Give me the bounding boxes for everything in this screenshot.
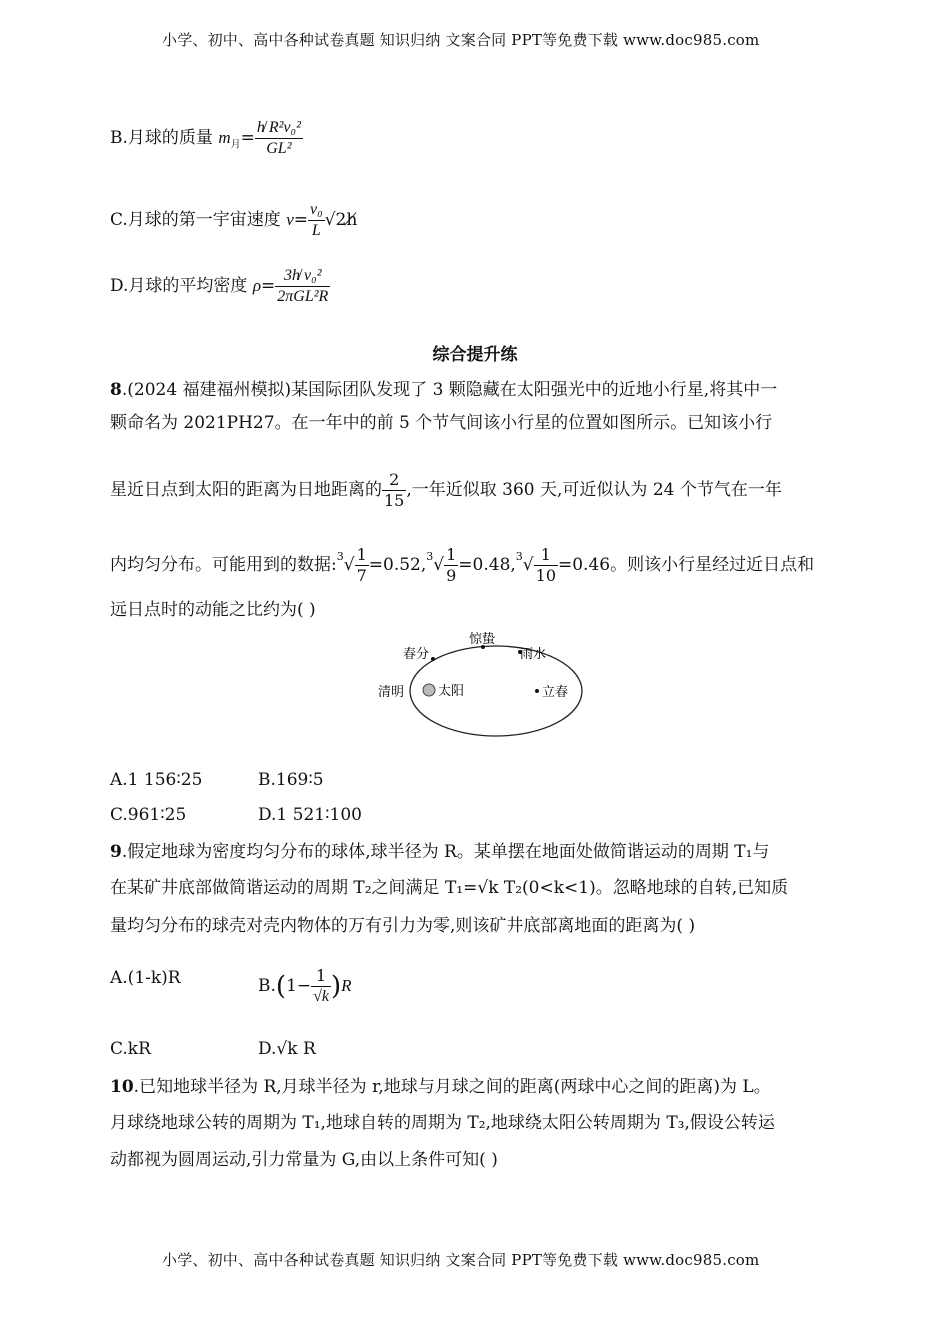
q8-line-4: 内均匀分布。可能用到的数据:$^3$√ $\frac{1}{7}$ =0.52,$^3$√ $\frac{1}{9}$ =0.48,$^3$√ $\frac{1}{10}$ =0.46。则该小行星经过近日点和: [110, 545, 815, 585]
q7-b-fraction: $\frac{\text{h̸ R²v₀²}}{\text{GL²}}$: [256, 119, 301, 157]
q10-line-3: 动都视为圆周运动,引力常量为 G,由以上条件可知( ): [110, 1150, 498, 1170]
q8-option-d: D.1 521∶100: [258, 805, 362, 825]
orbit-diagram: [370, 628, 590, 740]
q7-option-d: D.月球的平均密度 ρ= $\frac{\text{3h̸ v₀²}}{\text{2πGL²R}}$: [110, 267, 329, 305]
q9-line-3: 量均匀分布的球壳对壳内物体的万有引力为零,则该矿井底部离地面的距离为( ): [110, 916, 696, 936]
q8-line-3: 星近日点到太阳的距离为日地距离的 $\frac{2}{15}$ ,一年近似取 360 天,可近似认为 24 个节气在一年: [110, 470, 782, 510]
q9-line-2: 在某矿井底部做简谐运动的周期 T₂之间满足 T₁=√k T₂(0<k<1)。忽略地球的自转,已知质: [110, 878, 789, 898]
q8-root-1: $\frac{1}{7}$: [356, 545, 367, 585]
label-qingming: 清明: [378, 685, 405, 700]
q8-option-a: A.1 156∶25: [110, 770, 203, 790]
q9-line-1: 9.假定地球为密度均匀分布的球体,球半径为 R。某单摆在地面处做简谐运动的周期 T₁与: [110, 842, 770, 862]
page-footer: 小学、初中、高中各种试卷真题 知识归纳 文案合同 PPT等免费下载 www.doc985.com: [162, 1251, 760, 1269]
label-jingzhe: 惊蛰: [469, 632, 496, 647]
q8-line-2: 颗命名为 2021PH27。在一年中的前 5 个节气间该小行星的位置如图所示。已知该小行: [110, 413, 773, 433]
q8-root-3: $\frac{1}{10}$: [535, 545, 556, 585]
q9-b-fraction: $\frac{1}{√k}$: [313, 966, 330, 1005]
q10-line-1: 10.已知地球半径为 R,月球半径为 r,地球与月球之间的距离(两球中心之间的距离)为 L。: [110, 1077, 771, 1097]
q8-root-2: $\frac{1}{9}$: [446, 545, 457, 585]
q9-option-b: B.(1− $\frac{1}{√k}$ )R: [258, 966, 352, 1005]
page-header: 小学、初中、高中各种试卷真题 知识归纳 文案合同 PPT等免费下载 www.doc985.com: [162, 31, 760, 49]
point-lichun: [535, 689, 539, 693]
q7-option-b: B.月球的质量 $m_月=$ $\frac{\text{h̸ R²v₀²}}{\text{GL²}}$: [110, 119, 301, 157]
point-chunfen: [431, 657, 435, 661]
q9-option-c: C.kR: [110, 1039, 151, 1059]
q7-c-fraction: $\frac{\text{v₀}}{L}$: [310, 201, 323, 239]
label-lichun: 立春: [542, 685, 569, 700]
sun-circle: [423, 684, 435, 696]
q8-option-b: B.169∶5: [258, 770, 324, 790]
q8-line-5: 远日点时的动能之比约为( ): [110, 600, 316, 620]
section-title: 综合提升练: [432, 345, 518, 365]
q9-option-a: A.(1-k)R: [110, 968, 181, 988]
q7-option-c: C.月球的第一宇宙速度 v= $\frac{\text{v₀}}{L}$ √2h̸: [110, 201, 358, 239]
q7-d-fraction: $\frac{\text{3h̸ v₀²}}{\text{2πGL²R}}$: [277, 267, 329, 305]
q8-line-1: 8.(2024 福建福州模拟)某国际团队发现了 3 颗隐藏在太阳强光中的近地小行星,将其中一: [110, 380, 778, 400]
label-chunfen: 春分: [403, 647, 430, 662]
q10-line-2: 月球绕地球公转的周期为 T₁,地球自转的周期为 T₂,地球绕太阳公转周期为 T₃,假设公转运: [110, 1113, 775, 1133]
label-yushui: 雨水: [520, 647, 547, 662]
q9-option-d: D.√k R: [258, 1039, 316, 1059]
q8-option-c: C.961∶25: [110, 805, 187, 825]
q8-ratio-fraction: $\frac{2}{15}$: [384, 470, 405, 510]
sun-label: 太阳: [438, 684, 465, 699]
